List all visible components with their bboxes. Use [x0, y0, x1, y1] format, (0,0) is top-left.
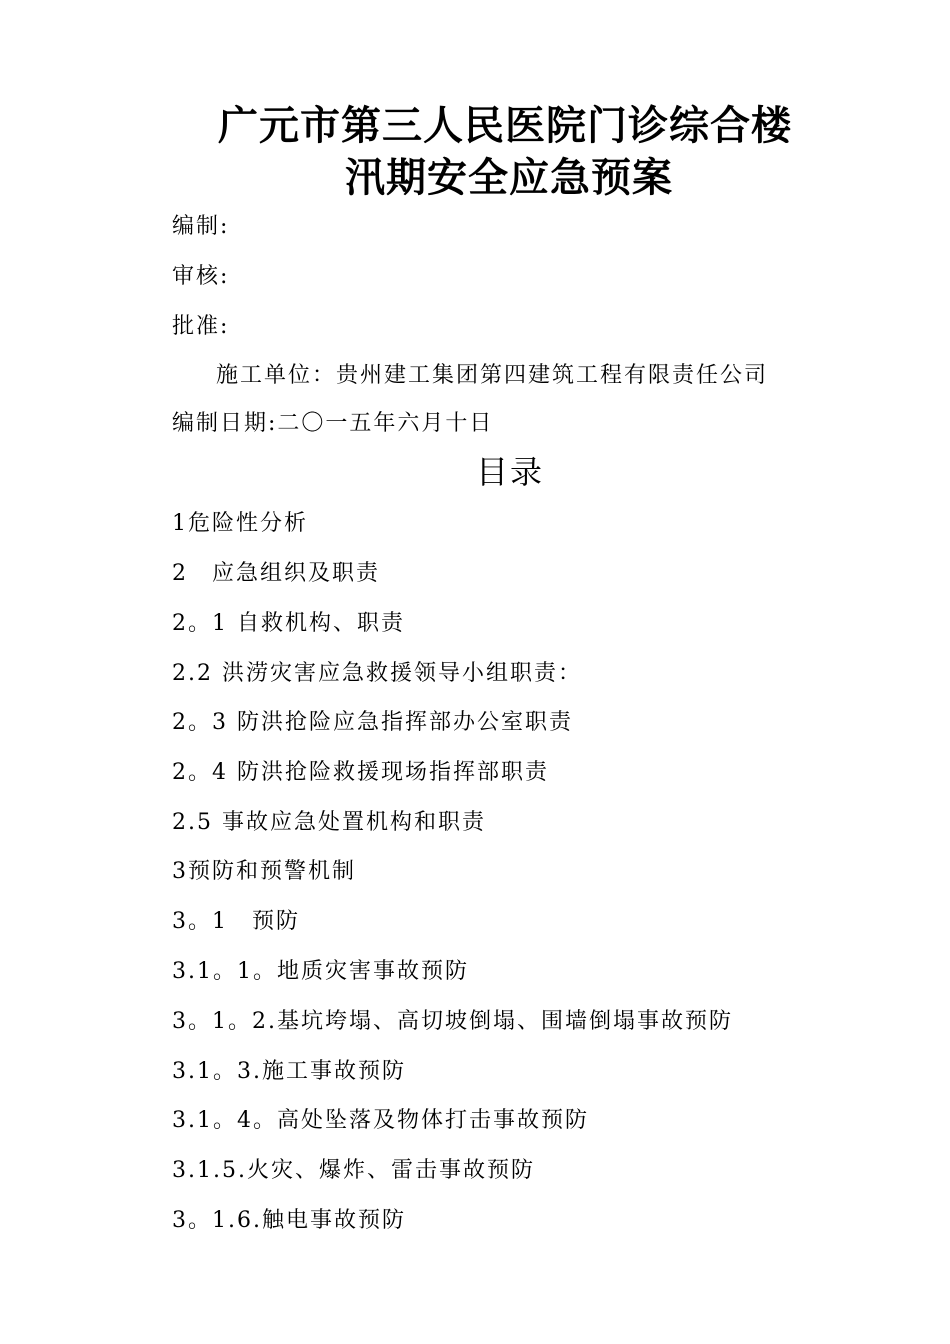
- toc-item: 3.1。1。地质灾害事故预防: [172, 959, 469, 984]
- toc-item: 3.1。4。高处坠落及物体打击事故预防: [172, 1108, 589, 1133]
- toc-item: 3预防和预警机制: [172, 859, 356, 884]
- toc-item: 3。1 预防: [172, 909, 300, 934]
- document-title-line-2: 汛期安全应急预案: [345, 155, 673, 201]
- contractor-line: 施工单位：贵州建工集团第四建筑工程有限责任公司: [216, 363, 769, 388]
- compiler-label: 编制:: [172, 214, 230, 239]
- toc-item: 3。1。2.基坑垮塌、高切坡倒塌、围墙倒塌事故预防: [172, 1009, 733, 1034]
- toc-item: 3.1。3.施工事故预防: [172, 1059, 406, 1084]
- toc-heading: 目录: [475, 453, 544, 491]
- toc-item: 2。3 防洪抢险应急指挥部办公室职责: [172, 710, 573, 735]
- approver-label: 批准:: [172, 314, 230, 339]
- toc-item: 3。1.6.触电事故预防: [172, 1208, 406, 1233]
- toc-item: 2。4 防洪抢险救援现场指挥部职责: [172, 760, 549, 785]
- toc-item: 2。1 自救机构、职责: [172, 611, 405, 636]
- toc-item: 1危险性分析: [172, 511, 308, 536]
- document-title-line-1: 广元市第三人民医院门诊综合楼: [218, 103, 792, 149]
- toc-item: 2 应急组织及职责: [172, 561, 380, 586]
- toc-item: 3.1.5.火灾、爆炸、雷击事故预防: [172, 1158, 535, 1183]
- toc-item: 2.5 事故应急处置机构和职责: [172, 810, 486, 835]
- compile-date-line: 编制日期:二〇一五年六月十日: [172, 411, 494, 436]
- toc-item: 2.2 洪涝灾害应急救援领导小组职责：: [172, 661, 582, 686]
- reviewer-label: 审核:: [172, 264, 230, 289]
